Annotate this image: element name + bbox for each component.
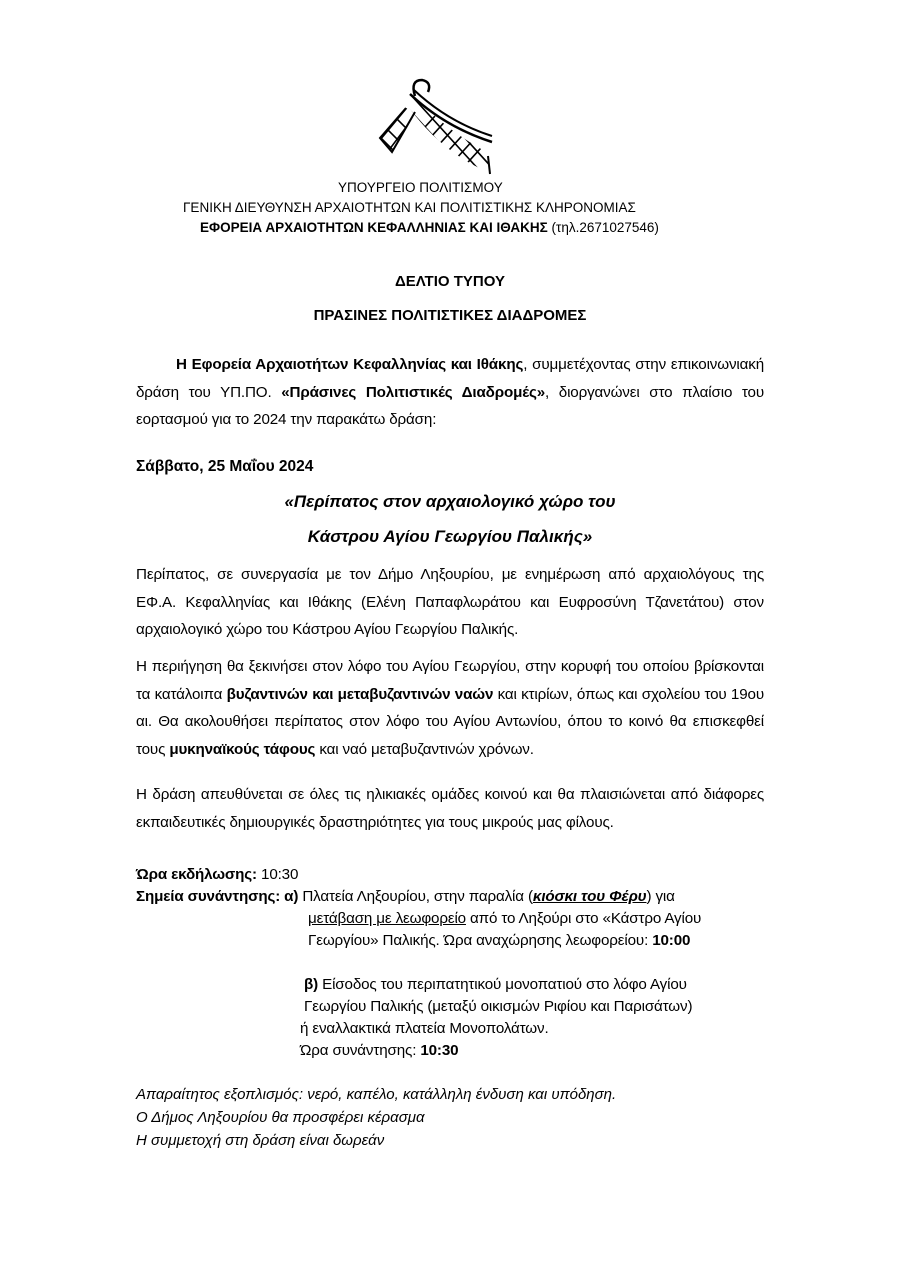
audience-paragraph: Η δράση απευθύνεται σε όλες τις ηλικιακές ομάδες κοινού και θα πλαισιώνεται από διάφορες εκπαιδευτικές δημιουργικές δραστηριότητες για τους μικρούς μας φίλους. — [136, 786, 764, 831]
event-title-line2: Κάστρου Αγίου Γεωργίου Παλικής» — [307, 527, 593, 546]
option-a-label: α) — [280, 888, 299, 905]
meeting-point-a — [136, 886, 675, 908]
kiosk-name: κιόσκι του Φέρυ — [532, 888, 647, 905]
tour-text: και ναό μεταβυζαντινών χρόνων. — [315, 740, 534, 758]
ministry-name: ΥΠΟΥΡΓΕΙΟ ΠΟΛΙΤΙΣΜΟΥ — [338, 180, 503, 195]
option-a-text: ) για — [646, 888, 675, 905]
meeting-point-b-line2: Γεωργίου Παλικής (μεταξύ οικισμών Ριφίου και Παρισάτων) — [304, 998, 693, 1015]
directorate-name: ΓΕΝΙΚΗ ΔΙΕΥΘΥΝΣΗ ΑΡΧΑΙΟΤΗΤΩΝ ΚΑΙ ΠΟΛΙΤΙΣΤΙΚΗΣ ΚΛΗΡΟΝΟΜΙΑΣ — [183, 200, 636, 215]
event-title-line1: «Περίπατος στον αρχαιολογικό χώρο του — [284, 492, 616, 511]
intro-org: Η Εφορεία Αρχαιοτήτων Κεφαλληνίας και Ιθάκης — [176, 356, 524, 373]
tour-tombs: μυκηναϊκούς τάφους — [169, 740, 316, 758]
ephorate-name: ΕΦΟΡΕΙΑ ΑΡΧΑΙΟΤΗΤΩΝ ΚΕΦΑΛΛΗΝΙΑΣ ΚΑΙ ΙΘΑΚΗΣ — [200, 220, 548, 235]
option-a-text: Γεωργίου» Παλικής. Ώρα αναχώρησης λεωφορείου: — [308, 932, 653, 949]
option-a-text: Πλατεία Ληξουρίου, στην παραλία ( — [298, 888, 533, 905]
tour-text: και κτιρίων, όπως και σχολείου του 19ου αι. Θα ακολουθήσει περίπατος στον λόφο του Αγίου Αντωνίου, όπου το κοινό θα επισκεφθεί τους — [136, 685, 764, 758]
meeting-point-a-line3 — [308, 930, 690, 952]
intro-program: «Πράσινες Πολιτιστικές Διαδρομές» — [281, 383, 546, 401]
tour-paragraph — [136, 653, 764, 763]
walk-paragraph: Περίπατος, σε συνεργασία με τον Δήμο Ληξουρίου, με ενημέρωση από αρχαιολόγους της ΕΦ.Α. Κεφαλληνίας και Ιθάκης (Ελένη Παπαφλωράτου και Ευφροσύνη Τζανετάτου) στον αρχαιολογικό χώρο του Κάστρου Αγίου Γεωργίου Παλικής. — [136, 566, 764, 638]
equipment-note: Απαραίτητος εξοπλισμός: νερό, καπέλο, κατάλληλη ένδυση και υπόδηση. — [136, 1086, 617, 1103]
press-release-title: ΔΕΛΤΙΟ ΤΥΠΟΥ — [395, 273, 505, 290]
program-title: ΠΡΑΣΙΝΕΣ ΠΟΛΙΤΙΣΤΙΚΕΣ ΔΙΑΔΡΟΜΕΣ — [313, 307, 587, 324]
meeting-point-b — [304, 974, 687, 996]
intro-paragraph — [136, 351, 764, 434]
intro-text: , συμμετέχοντας στην επικοινωνιακή δράση του ΥΠ.ΠΟ. — [136, 356, 764, 401]
ephorate-line — [200, 218, 659, 238]
meeting-point-b-line4 — [300, 1040, 458, 1062]
time-label: Ώρα εκδήλωσης: — [136, 866, 257, 883]
bus-departure-time: 10:00 — [652, 932, 691, 949]
option-b-text: Είσοδος του περιπατητικού μονοπατιού στο λόφο Αγίου — [318, 976, 687, 993]
meeting-point-b-line3: ή εναλλακτικά πλατεία Μονοπολάτων. — [300, 1020, 549, 1037]
bus-transfer: μετάβαση με λεωφορείο — [308, 910, 466, 927]
free-note: Η συμμετοχή στη δράση είναι δωρεάν — [136, 1132, 385, 1149]
meeting-point-a-line2 — [308, 908, 701, 930]
tour-text: Η περιήγηση θα ξεκινήσει στον λόφο του Αγίου Γεωργίου, στην κορυφή του οποίου βρίσκονται τα κατάλοιπα — [136, 658, 764, 703]
tour-churches: βυζαντινών και μεταβυζαντινών ναών — [226, 685, 494, 703]
meeting-time-value: 10:30 — [420, 1042, 459, 1059]
option-a-text: από το Ληξούρι στο «Κάστρο Αγίου — [465, 910, 702, 927]
treat-note: Ο Δήμος Ληξουρίου θα προσφέρει κέρασμα — [136, 1109, 425, 1126]
time-value: 10:30 — [256, 866, 299, 883]
option-b-label: β) — [304, 976, 319, 993]
event-time — [136, 864, 298, 886]
meeting-time-label: Ώρα συνάντησης: — [300, 1042, 421, 1059]
net-logo-icon — [370, 72, 495, 182]
intro-text-end: , διοργανώνει στο πλαίσιο του εορτασμού για το 2024 την παρακάτω δράση: — [136, 383, 764, 428]
meeting-label: Σημεία συνάντησης: — [136, 888, 281, 905]
ephorate-phone: (τηλ.2671027546) — [547, 220, 659, 235]
event-date: Σάββατο, 25 Μαΐου 2024 — [136, 458, 314, 475]
